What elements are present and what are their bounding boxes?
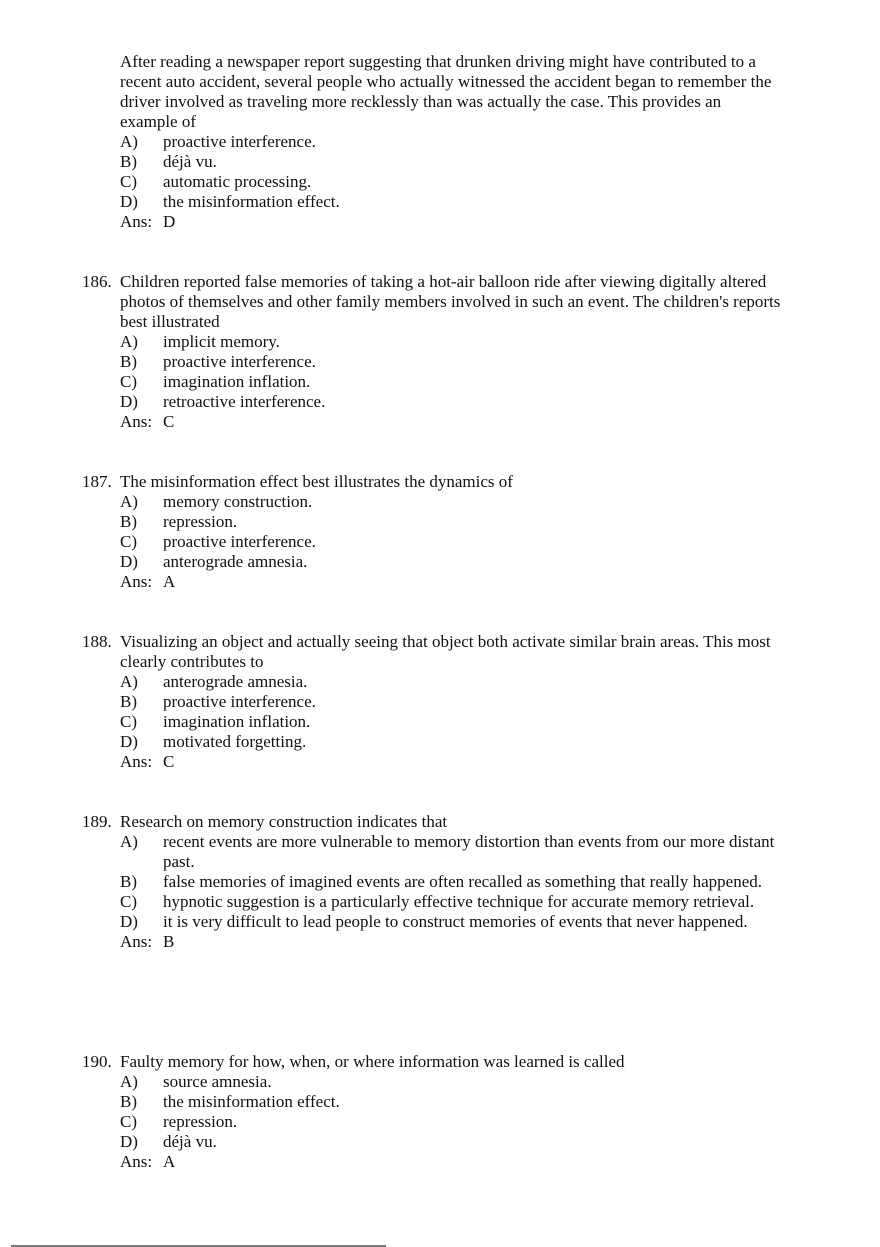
option-text: repression. xyxy=(163,512,238,531)
option-text: memory construction. xyxy=(163,492,313,511)
question-block xyxy=(82,632,782,772)
answer-value: C xyxy=(163,412,175,431)
option-text: it is very difficult to lead people to construct memories of events that never happened. xyxy=(163,912,748,931)
stem-text: The misinformation effect best illustrates the dynamics of xyxy=(120,472,513,491)
option-d xyxy=(82,552,782,572)
option-a xyxy=(82,832,782,872)
option-label: B) xyxy=(120,512,137,531)
option-b xyxy=(82,692,782,712)
option-label: D) xyxy=(120,552,138,571)
question-stem xyxy=(82,272,782,332)
stem-text: Faulty memory for how, when, or where information was learned is called xyxy=(120,1052,625,1071)
option-text: anterograde amnesia. xyxy=(163,672,308,691)
option-text: proactive interference. xyxy=(163,352,316,371)
question-number: 187. xyxy=(82,472,112,491)
option-text: retroactive interference. xyxy=(163,392,326,411)
answer-value: A xyxy=(163,572,176,591)
option-text: recent events are more vulnerable to memory distortion than events from our more distant past. xyxy=(163,832,775,871)
answer-label: Ans: xyxy=(120,572,153,591)
option-b xyxy=(82,352,782,372)
answer-line xyxy=(82,572,782,592)
option-text: hypnotic suggestion is a particularly effective technique for accurate memory retrieval. xyxy=(163,892,755,911)
option-text: proactive interference. xyxy=(163,692,316,711)
option-a xyxy=(82,672,782,692)
option-text: proactive interference. xyxy=(163,532,316,551)
answer-label: Ans: xyxy=(120,1152,153,1171)
option-a xyxy=(82,132,782,152)
option-c xyxy=(82,712,782,732)
option-label: C) xyxy=(120,372,137,391)
option-label: A) xyxy=(120,1072,138,1091)
option-label: D) xyxy=(120,392,138,411)
question-number: 190. xyxy=(82,1052,112,1071)
option-label: B) xyxy=(120,152,137,171)
option-label: B) xyxy=(120,1092,137,1111)
stem-text: Research on memory construction indicates that xyxy=(120,812,448,831)
option-label: A) xyxy=(120,132,138,151)
option-text: imagination inflation. xyxy=(163,712,311,731)
question-stem xyxy=(82,472,782,492)
stem-text: After reading a newspaper report suggesting that drunken driving might have contributed to a recent auto accident, several people who actually witnessed the accident began to remember the driver involved as traveling more recklessly than was actually the case. This provides an example of xyxy=(120,52,772,131)
option-b xyxy=(82,1092,782,1112)
answer-label: Ans: xyxy=(120,212,153,231)
option-text: false memories of imagined events are often recalled as something that really happened. xyxy=(163,872,763,891)
stem-text: Visualizing an object and actually seeing that object both activate similar brain areas. This most clearly contributes to xyxy=(120,632,771,671)
option-label: C) xyxy=(120,892,137,911)
option-label: D) xyxy=(120,1132,138,1151)
option-text: motivated forgetting. xyxy=(163,732,307,751)
answer-label: Ans: xyxy=(120,752,153,771)
answer-label: Ans: xyxy=(120,412,153,431)
option-label: D) xyxy=(120,912,138,931)
option-d xyxy=(82,392,782,412)
answer-value: D xyxy=(163,212,176,231)
option-c xyxy=(82,172,782,192)
question-block xyxy=(82,52,782,232)
answer-value: A xyxy=(163,1152,176,1171)
option-label: B) xyxy=(120,352,137,371)
option-label: A) xyxy=(120,492,138,511)
option-b xyxy=(82,152,782,172)
answer-value: C xyxy=(163,752,175,771)
option-text: imagination inflation. xyxy=(163,372,311,391)
question-stem xyxy=(82,1052,782,1072)
option-c xyxy=(82,892,782,912)
answer-line xyxy=(82,412,782,432)
question-number: 188. xyxy=(82,632,112,651)
question-stem xyxy=(82,52,782,132)
option-label: C) xyxy=(120,712,137,731)
option-text: the misinformation effect. xyxy=(163,192,340,211)
question-block xyxy=(82,272,782,432)
option-label: C) xyxy=(120,532,137,551)
answer-line xyxy=(82,212,782,232)
answer-label: Ans: xyxy=(120,932,153,951)
option-text: the misinformation effect. xyxy=(163,1092,340,1111)
answer-value: B xyxy=(163,932,175,951)
answer-line xyxy=(82,932,782,952)
question-stem xyxy=(82,812,782,832)
option-text: repression. xyxy=(163,1112,238,1131)
option-a xyxy=(82,492,782,512)
question-block xyxy=(82,472,782,592)
question-block xyxy=(82,812,782,952)
question-stem xyxy=(82,632,782,672)
option-a xyxy=(82,1072,782,1092)
option-label: A) xyxy=(120,332,138,351)
answer-line xyxy=(82,1152,782,1172)
option-d xyxy=(82,192,782,212)
option-text: implicit memory. xyxy=(163,332,280,351)
option-b xyxy=(82,512,782,532)
option-d xyxy=(82,912,782,932)
option-b xyxy=(82,872,782,892)
option-label: A) xyxy=(120,672,138,691)
option-label: B) xyxy=(120,872,137,891)
option-label: D) xyxy=(120,192,138,211)
option-text: source amnesia. xyxy=(163,1072,272,1091)
question-number: 189. xyxy=(82,812,112,831)
option-text: déjà vu. xyxy=(163,1132,217,1151)
option-label: A) xyxy=(120,832,138,851)
option-c xyxy=(82,372,782,392)
option-a xyxy=(82,332,782,352)
option-text: automatic processing. xyxy=(163,172,312,191)
option-c xyxy=(82,532,782,552)
option-label: B) xyxy=(120,692,137,711)
option-label: C) xyxy=(120,1112,137,1131)
question-number: 186. xyxy=(82,272,112,291)
option-text: proactive interference. xyxy=(163,132,316,151)
option-c xyxy=(82,1112,782,1132)
option-label: D) xyxy=(120,732,138,751)
option-text: déjà vu. xyxy=(163,152,217,171)
option-d xyxy=(82,1132,782,1152)
question-block xyxy=(82,1052,782,1172)
option-text: anterograde amnesia. xyxy=(163,552,308,571)
option-d xyxy=(82,732,782,752)
option-label: C) xyxy=(120,172,137,191)
stem-text: Children reported false memories of taking a hot-air balloon ride after viewing digitally altered photos of themselves and other family members involved in such an event. The children's reports best illustrated xyxy=(120,272,781,331)
answer-line xyxy=(82,752,782,772)
